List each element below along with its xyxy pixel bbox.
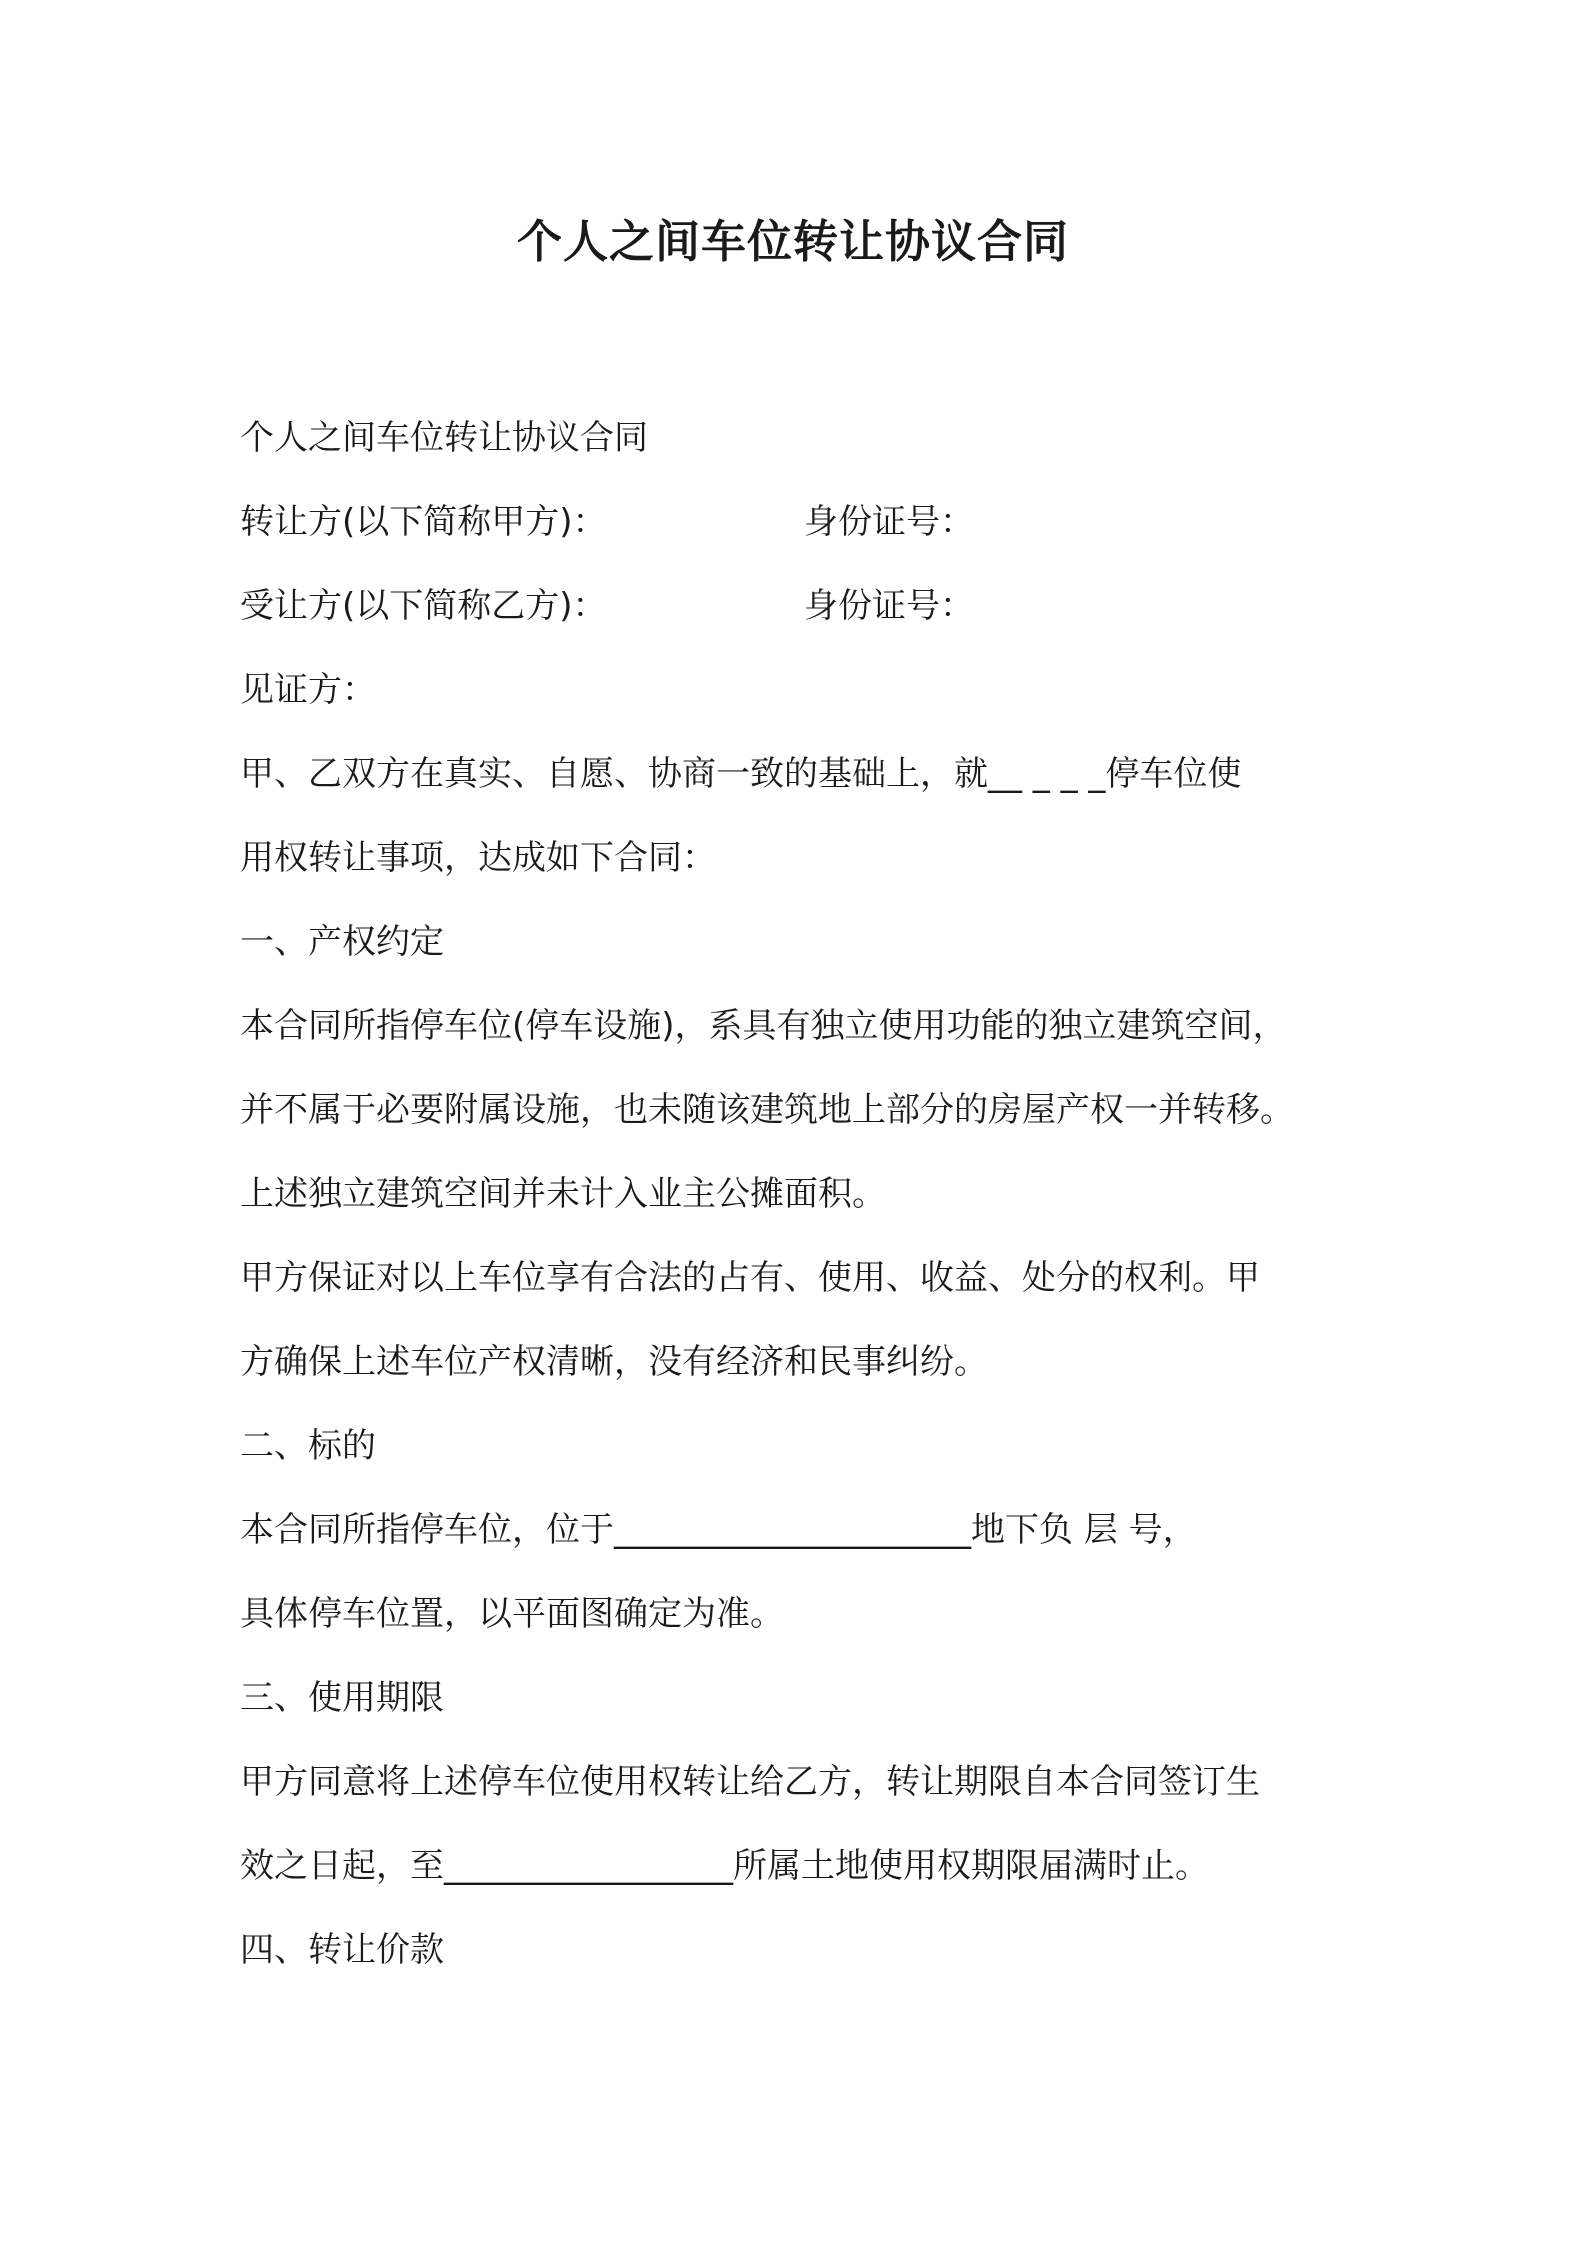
intro-line-1: 甲、乙双方在真实、自愿、协商一致的基础上，就__ _ _ _停车位使 xyxy=(240,754,1242,794)
section-4-heading: 四、转让价款 xyxy=(240,1930,444,1970)
transferee-id-label: 身份证号： xyxy=(804,586,974,626)
intro-line-2: 用权转让事项，达成如下合同： xyxy=(240,838,716,878)
document-subtitle: 个人之间车位转让协议合同 xyxy=(240,418,648,458)
transferee-label: 受让方(以下简称乙方)： xyxy=(240,586,607,626)
section-3-line-2: 效之日起，至_________________所属土地使用权期限届满时止。 xyxy=(240,1846,1209,1886)
document-title: 个人之间车位转让协议合同 xyxy=(516,215,1069,268)
transferor-label: 转让方(以下简称甲方)： xyxy=(240,502,607,542)
transferor-id-label: 身份证号： xyxy=(804,502,974,542)
section-1-line-3: 上述独立建筑空间并未计入业主公摊面积。 xyxy=(240,1174,886,1214)
witness-label: 见证方： xyxy=(240,670,376,710)
section-1-line-5: 方确保上述车位产权清晰，没有经济和民事纠纷。 xyxy=(240,1342,988,1382)
section-2-line-2: 具体停车位置，以平面图确定为准。 xyxy=(240,1594,784,1634)
section-3-line-1: 甲方同意将上述停车位使用权转让给乙方，转让期限自本合同签订生 xyxy=(240,1762,1260,1802)
section-1-heading: 一、产权约定 xyxy=(240,922,444,962)
section-3-heading: 三、使用期限 xyxy=(240,1678,444,1718)
section-1-line-2: 并不属于必要附属设施，也未随该建筑地上部分的房屋产权一并转移。 xyxy=(240,1090,1294,1130)
section-2-heading: 二、标的 xyxy=(240,1426,376,1466)
section-1-line-4: 甲方保证对以上车位享有合法的占有、使用、收益、处分的权利。甲 xyxy=(240,1258,1260,1298)
section-2-line-1: 本合同所指停车位，位于_____________________地下负 层 号， xyxy=(240,1510,1197,1550)
section-1-line-1: 本合同所指停车位(停车设施)，系具有独立使用功能的独立建筑空间， xyxy=(240,1006,1287,1046)
